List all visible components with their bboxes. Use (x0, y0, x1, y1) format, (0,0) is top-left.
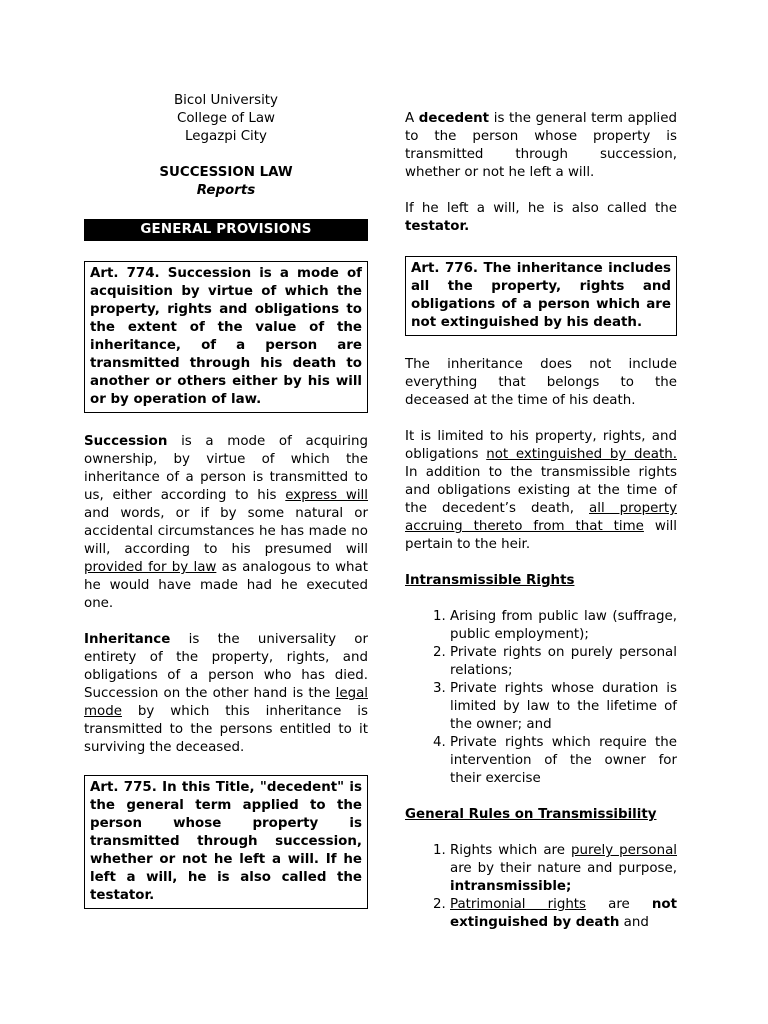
list-item: 2. Private rights on purely personal relations; (450, 644, 677, 680)
inheritance-term: Inheritance (84, 632, 171, 647)
limited-text-3: will pertain to the heir. (405, 519, 677, 552)
list-item: 4. Private rights which require the intervention of the owner for their exercise (450, 734, 677, 788)
purely-personal-underline: purely personal (571, 843, 677, 858)
succession-text-3: as analogous to what he would have made had he executed one. (84, 560, 368, 611)
city-name: Legazpi City (185, 129, 267, 144)
intransmissible-heading: Intransmissible Rights (405, 573, 575, 588)
rule1-text-1: Rights which are (450, 843, 572, 858)
inheritance-text-2: by which this inheritance is transmitted to the persons entitled to it surviving the deceased. (84, 704, 368, 755)
express-will-underline: express will (285, 488, 369, 503)
inheritance-text-1: is the universality or entirety of the property, rights, and obligations of a person who has died. Succession on the other hand is the (84, 632, 368, 701)
not-extinguished-underline: not extinguished by death. (486, 447, 677, 462)
college-name: College of Law (177, 111, 275, 126)
list-item (450, 842, 677, 896)
testator-definition (405, 200, 677, 236)
general-rules-list (405, 842, 677, 932)
article-775-box: Art. 775. In this Title, "decedent" is the general term applied to the person whose property is transmitted through succession, whether or not he left a will. If he left a will, he is also called the testator. (84, 775, 368, 909)
section-banner: GENERAL PROVISIONS (84, 219, 368, 241)
general-rules-heading: General Rules on Transmissibility (405, 807, 657, 822)
decedent-term: decedent (418, 111, 490, 126)
limited-scope-para (405, 428, 677, 554)
testator-text: If he left a will, he is also called the (405, 201, 677, 216)
succession-text-1: is a mode of acquiring ownership, by virtue of which the inheritance of a person is transmitted to us, either according to his (84, 434, 368, 503)
provided-by-law-underline: provided for by law (84, 560, 217, 575)
succession-term: Succession (84, 434, 168, 449)
legal-mode-underline: legal mode (84, 686, 368, 719)
document-subtitle: Reports (196, 183, 256, 198)
document-header (84, 92, 368, 200)
succession-text-2: and words, or if by some natural or accidental circumstances he has made no will, according to his presumed will (84, 506, 368, 557)
decedent-text-1: A (405, 111, 419, 126)
intransmissible-list (405, 608, 677, 788)
limited-text-2: In addition to the transmissible rights and obligations existing at the time of the decedent’s death, (405, 465, 677, 516)
patrimonial-rights-underline: Patrimonial rights (450, 897, 587, 912)
document-title: SUCCESSION LAW (159, 165, 293, 180)
article-774-box: Art. 774. Succession is a mode of acquisition by virtue of which the property, rights and obligations to the extent of the value of the inheritance, of a person are transmitted through his death to another or others either by his will or by operation of law. (84, 261, 368, 413)
right-column (405, 110, 677, 932)
university-name: Bicol University (174, 93, 278, 108)
inheritance-exclusion: The inheritance does not include everything that belongs to the deceased at the time of his death. (405, 357, 677, 408)
article-776-box: Art. 776. The inheritance includes all the property, rights and obligations of a person which are not extinguished by his death. (405, 256, 677, 336)
intransmissible-bold: intransmissible; (450, 879, 572, 894)
list-item (450, 896, 677, 932)
testator-term: testator. (405, 219, 470, 234)
rule1-text-2: are by their nature and purpose, (450, 861, 677, 876)
list-item: 1. Arising from public law (suffrage, public employment); (450, 608, 677, 644)
left-column (84, 92, 368, 909)
decedent-text-2: is the general term applied to the person whose property is transmitted through succession, whether or not he left a will. (405, 111, 677, 180)
rule2-text-1: are (586, 897, 652, 912)
succession-definition (84, 433, 368, 613)
list-item: 3. Private rights whose duration is limited by law to the lifetime of the owner; and (450, 680, 677, 734)
rule2-text-2: and (619, 915, 649, 930)
inheritance-definition (84, 631, 368, 757)
accruing-property-underline: all property accruing thereto from that time (405, 501, 677, 534)
not-extinguished-bold: not extinguished by death (450, 897, 677, 930)
decedent-definition (405, 110, 677, 182)
limited-text-1: It is limited to his property, rights, and obligations (405, 429, 677, 462)
